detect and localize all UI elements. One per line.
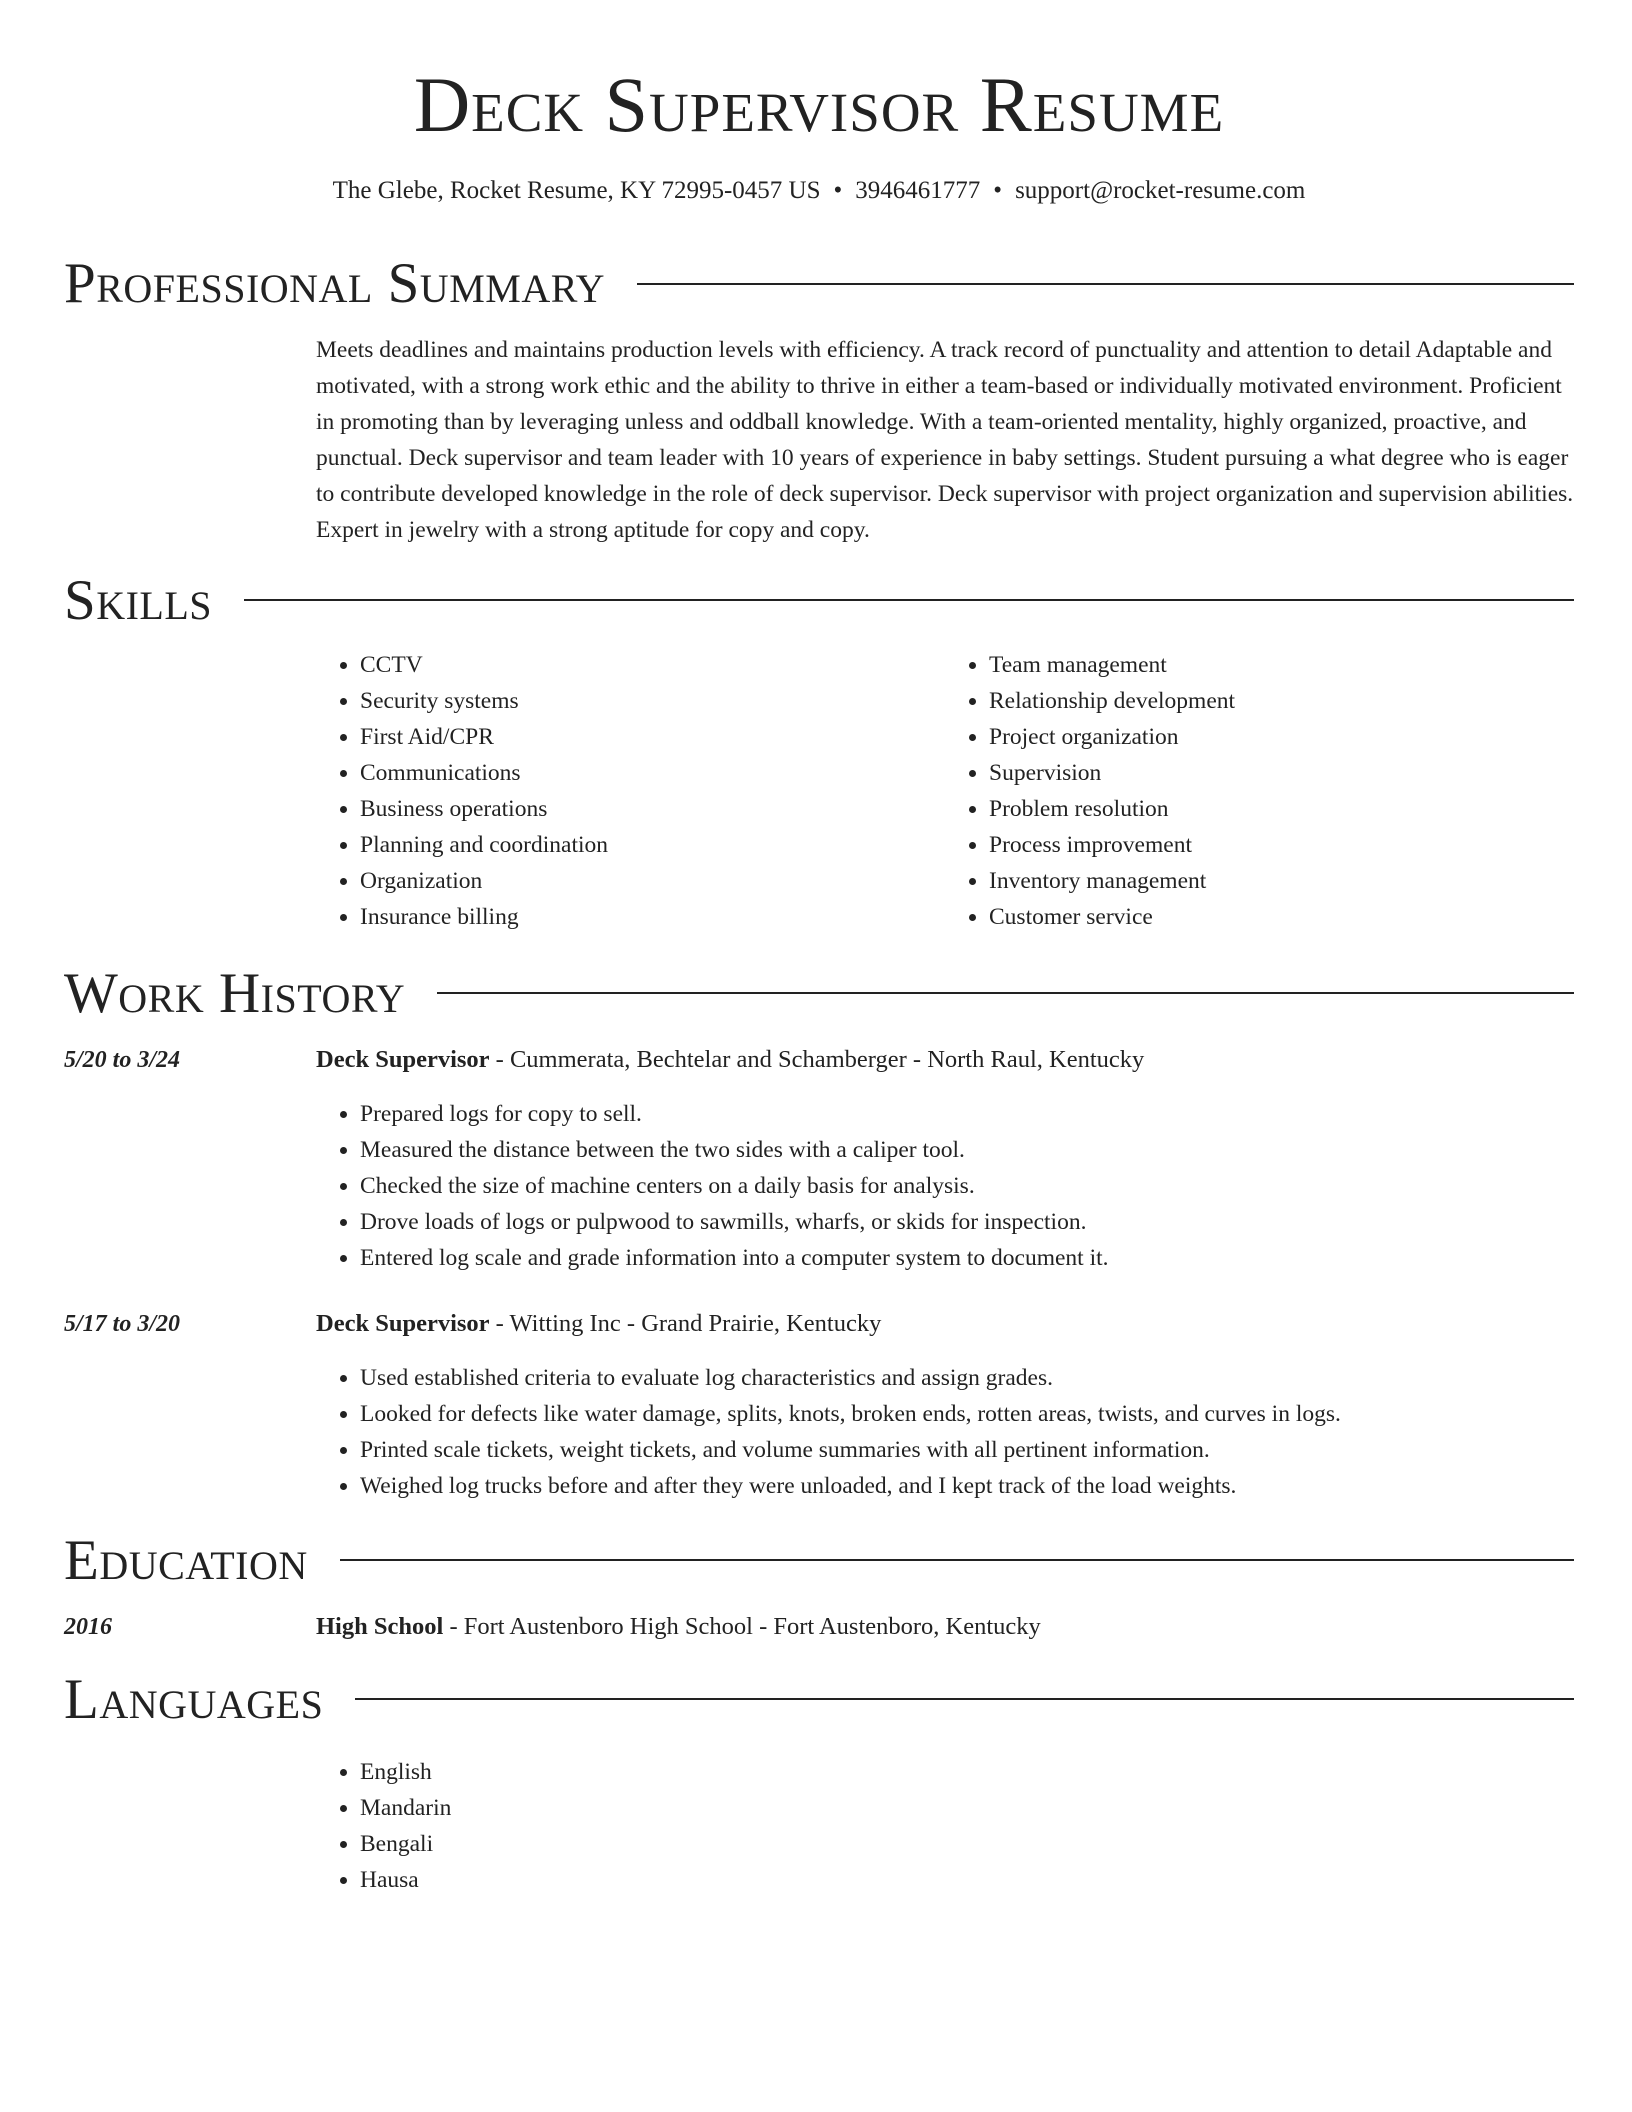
section-divider — [340, 1559, 1574, 1561]
job-duty: • Drove loads of logs or pulpwood to sawmills, wharfs, or skids for inspection. — [360, 1204, 1574, 1240]
education-year: 2016 — [64, 1613, 112, 1640]
skill-item: • Relationship development — [989, 683, 1574, 719]
work-section-header — [64, 961, 1574, 1025]
job-duty: • Measured the distance between the two sides with a caliper tool. — [360, 1132, 1574, 1168]
contact-email: support@rocket-resume.com — [1015, 177, 1306, 204]
language-item: • English — [360, 1754, 1574, 1790]
skill-item: • Inventory management — [989, 863, 1574, 899]
contact-address: The Glebe, Rocket Resume, KY 72995-0457 US — [332, 177, 821, 204]
job-duty: • Weighed log trucks before and after they were unloaded, and I kept track of the load weights. — [360, 1468, 1574, 1504]
education-section-header — [64, 1528, 1574, 1592]
job-details: - Cummerata, Bechtelar and Schamberger - North Raul, Kentucky — [489, 1045, 1145, 1073]
job-duty: • Used established criteria to evaluate log characteristics and assign grades. — [360, 1360, 1574, 1396]
contact-separator: • — [833, 177, 843, 204]
job-title: Deck Supervisor — [316, 1045, 490, 1073]
section-divider — [637, 283, 1574, 285]
summary-section-header — [64, 252, 1574, 315]
skills-heading: Skills — [64, 568, 213, 632]
job-dates: 5/20 to 3/24 — [64, 1046, 181, 1073]
skill-item: • First Aid/CPR — [360, 719, 945, 755]
contact-phone: 3946461777 — [855, 177, 981, 204]
skill-item: • Planning and coordination — [360, 827, 945, 863]
job-details: - Witting Inc - Grand Prairie, Kentucky — [489, 1309, 882, 1337]
job-title: Deck Supervisor — [316, 1309, 490, 1337]
languages-list — [316, 1754, 1574, 1898]
skill-item: • Process improvement — [989, 827, 1574, 863]
skill-item: • Project organization — [989, 719, 1574, 755]
section-divider — [355, 1698, 1574, 1700]
job-dates: 5/17 to 3/20 — [64, 1310, 181, 1337]
skill-item: • Team management — [989, 647, 1574, 683]
section-divider — [244, 599, 1574, 601]
job-entry — [64, 1042, 1574, 1276]
skills-section-header — [64, 568, 1574, 632]
skill-item: • Customer service — [989, 899, 1574, 935]
education-details: - Fort Austenboro High School - Fort Austenboro, Kentucky — [443, 1612, 1041, 1640]
skills-column-right — [945, 647, 1574, 935]
resume-page — [64, 0, 1574, 1898]
contact-line — [64, 178, 1574, 203]
education-heading: Education — [64, 1528, 308, 1592]
skill-item: • Organization — [360, 863, 945, 899]
skill-item: • Supervision — [989, 755, 1574, 791]
skill-item: • Problem resolution — [989, 791, 1574, 827]
skill-item: • Communications — [360, 755, 945, 791]
work-heading: Work History — [64, 961, 406, 1025]
language-item: • Bengali — [360, 1826, 1574, 1862]
education-entry — [64, 1609, 1574, 1645]
skills-column-left — [316, 647, 945, 935]
skill-item: • Security systems — [360, 683, 945, 719]
education-degree: High School — [316, 1612, 444, 1640]
job-title-line — [316, 1042, 1574, 1078]
job-title-line — [316, 1306, 1574, 1342]
job-duty: • Looked for defects like water damage, splits, knots, broken ends, rotten areas, twists, and curves in logs. — [360, 1396, 1574, 1432]
job-duties — [316, 1360, 1574, 1504]
contact-separator: • — [993, 177, 1003, 204]
skills-list — [316, 647, 1574, 935]
job-duties — [316, 1096, 1574, 1276]
resume-title: Deck Supervisor Resume — [413, 61, 1225, 148]
skill-item: • Business operations — [360, 791, 945, 827]
summary-text: Meets deadlines and maintains production levels with efficiency. A track record of punctuality and attention to detail Adaptable and motivated, with a strong work ethic and the ability to thrive in either a team-based or individually motivated environment. Proficient in promoting than by leveraging unless and oddball knowledge. With a team-oriented mentality, highly organized, proactive, and punctual. Deck supervisor and team leader with 10 years of experience in baby settings. Student pursuing a what degree who is eager to contribute developed knowledge in the role of deck supervisor. Deck supervisor with project organization and supervision abilities. Expert in jewelry with a strong aptitude for copy and copy. — [316, 337, 1574, 543]
job-duty: • Entered log scale and grade information into a computer system to document it. — [360, 1240, 1574, 1276]
job-duty: • Printed scale tickets, weight tickets, and volume summaries with all pertinent information. — [360, 1432, 1574, 1468]
skill-item: • CCTV — [360, 647, 945, 683]
summary-heading: Professional Summary — [64, 252, 606, 315]
language-item: • Mandarin — [360, 1790, 1574, 1826]
languages-section-header — [64, 1667, 1574, 1731]
section-divider — [437, 992, 1574, 994]
languages-heading: Languages — [64, 1667, 324, 1731]
education-line — [316, 1609, 1574, 1645]
job-duty: • Checked the size of machine centers on a daily basis for analysis. — [360, 1168, 1574, 1204]
skill-item: • Insurance billing — [360, 899, 945, 935]
job-entry — [64, 1306, 1574, 1504]
job-duty: • Prepared logs for copy to sell. — [360, 1096, 1574, 1132]
language-item: • Hausa — [360, 1862, 1574, 1898]
